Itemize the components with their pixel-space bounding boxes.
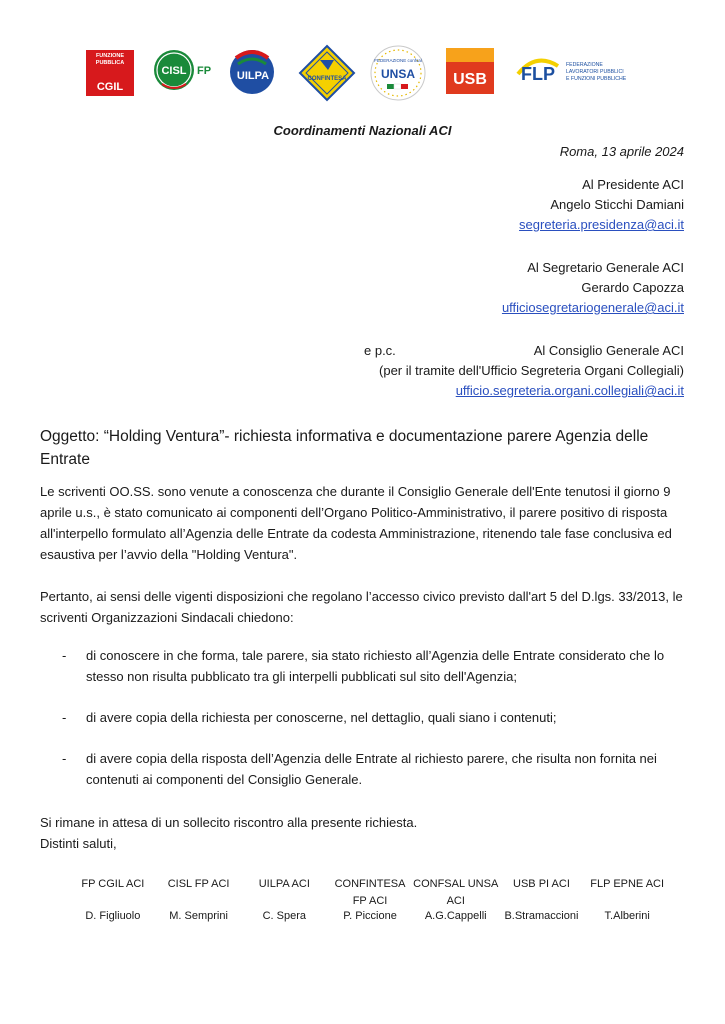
cisl-fp-logo bbox=[152, 44, 218, 98]
list-item bbox=[62, 645, 684, 687]
list-item bbox=[62, 748, 684, 790]
svg-text:PUBBLICA: PUBBLICA bbox=[95, 60, 125, 66]
flp-logo bbox=[514, 44, 646, 98]
recipient-name: Gerardo Capozza bbox=[581, 280, 684, 295]
body-paragraph-1: Le scriventi OO.SS. sono venute a conoscenza che durante il Consiglio Generale dell'Ente tenutosi il giorno 9 aprile u.s., è stato comunicato ai componenti dell’Organo Politico-Amministrativo, il parere positivo di risposta all'interpello formulato all’Agenzia delle Entrate da codesta Amministrazione, ritenendo tale fase conclusiva ed esaustiva per l’avvio della "Holding Ventura". bbox=[40, 484, 672, 562]
signature-org: CISL FP ACI bbox=[167, 878, 230, 890]
coordination-heading: Coordinamenti Nazionali ACI bbox=[273, 123, 452, 138]
cc-label: e p.c. bbox=[364, 343, 396, 358]
email-link[interactable]: ufficio.segreteria.organi.collegiali@aci.it bbox=[455, 383, 684, 398]
signature-org: FP CGIL ACI bbox=[81, 878, 145, 890]
svg-text:LAVORATORI PUBBLICI: LAVORATORI PUBBLICI bbox=[566, 69, 624, 75]
signature-name: T.Alberini bbox=[604, 910, 650, 922]
svg-text:FEDERAZIONE: FEDERAZIONE bbox=[566, 62, 603, 68]
list-item-text: di avere copia della richiesta per conoscerne, nel dettaglio, quali siano i contenuti; bbox=[86, 710, 557, 725]
svg-text:CISL: CISL bbox=[161, 65, 187, 77]
signature-block bbox=[584, 876, 670, 922]
svg-text:FUNZIONE: FUNZIONE bbox=[95, 53, 125, 59]
signature-org: CONFINTESA FP ACI bbox=[334, 878, 406, 907]
signature-name: C. Spera bbox=[262, 910, 306, 922]
svg-text:CGIL: CGIL bbox=[96, 81, 124, 93]
svg-text:UNSA: UNSA bbox=[380, 67, 416, 81]
signature-block bbox=[499, 876, 585, 922]
recipient-note: (per il tramite dell'Ufficio Segreteria Organi Collegiali) bbox=[379, 363, 684, 378]
unsa-logo bbox=[368, 44, 428, 102]
svg-text:UILPA: UILPA bbox=[236, 70, 270, 82]
signature-name: M. Semprini bbox=[169, 910, 228, 922]
svg-text:USB: USB bbox=[453, 71, 487, 88]
signature-name: B.Stramaccioni bbox=[504, 910, 579, 922]
recipient-cc bbox=[364, 341, 684, 401]
letter-subject: Oggetto: “Holding Ventura”- richiesta informativa e documentazione parere Agenzia delle Entrate bbox=[40, 428, 649, 468]
recipient-secretary bbox=[502, 258, 684, 318]
list-item-text: di avere copia della risposta dell’Agenzia delle Entrate al richiesto parere, che risulta non fornita nei contenuti ai componenti del Consiglio Generale. bbox=[86, 751, 657, 787]
svg-text:FEDERAZIONE confsal: FEDERAZIONE confsal bbox=[374, 58, 422, 63]
usb-logo bbox=[444, 44, 498, 98]
list-item-text: di conoscere in che forma, tale parere, sia stato richiesto all’Agenzia delle Entrate considerato che lo stesso non risulta pubblicato tra gli interpelli pubblicati sul sito dell'Agenzia; bbox=[86, 648, 665, 684]
signature-block bbox=[241, 876, 327, 922]
recipient-title: Al Presidente ACI bbox=[582, 177, 684, 192]
email-link[interactable]: segreteria.presidenza@aci.it bbox=[519, 217, 684, 232]
signature-block bbox=[413, 876, 499, 922]
salutation: Distinti saluti, bbox=[40, 836, 117, 851]
recipient-title: Al Segretario Generale ACI bbox=[527, 260, 684, 275]
recipient-name: Angelo Sticchi Damiani bbox=[550, 197, 684, 212]
bullet-dash: - bbox=[62, 648, 67, 663]
svg-text:FP: FP bbox=[196, 65, 212, 77]
signature-org: UILPA ACI bbox=[258, 878, 310, 890]
recipient-president bbox=[519, 175, 684, 235]
signature-block bbox=[327, 876, 413, 922]
email-link[interactable]: ufficiosegretariogenerale@aci.it bbox=[501, 300, 684, 315]
signature-block bbox=[70, 876, 156, 922]
closing-line: Si rimane in attesa di un sollecito riscontro alla presente richiesta. bbox=[40, 815, 418, 830]
svg-text:E FUNZIONI PUBBLICHE: E FUNZIONI PUBBLICHE bbox=[566, 76, 627, 82]
signature-name: D. Figliuolo bbox=[85, 910, 141, 922]
union-logos-bar bbox=[86, 44, 646, 104]
signature-org: CONFSAL UNSA ACI bbox=[413, 878, 499, 907]
confintesa-logo bbox=[298, 44, 356, 102]
list-item bbox=[62, 707, 684, 728]
letter-date: Roma, 13 aprile 2024 bbox=[559, 144, 684, 159]
signature-block bbox=[156, 876, 242, 922]
bullet-dash: - bbox=[62, 751, 67, 766]
body-paragraph-2: Pertanto, ai sensi delle vigenti disposizioni che regolano l’accesso civico previsto dall'art 5 del D.lgs. 33/2013, le scriventi Organizzazioni Sindacali chiedono: bbox=[40, 589, 683, 625]
signature-org: FLP EPNE ACI bbox=[590, 878, 665, 890]
svg-text:CONFINTESA: CONFINTESA bbox=[307, 76, 347, 82]
funzione-pubblica-cgil-logo bbox=[86, 44, 136, 98]
signature-name: P. Piccione bbox=[343, 910, 397, 922]
signature-org: USB PI ACI bbox=[513, 878, 570, 890]
signatures bbox=[70, 876, 670, 922]
recipient-title: Al Consiglio Generale ACI bbox=[533, 343, 684, 358]
svg-text:FLP: FLP bbox=[521, 64, 555, 84]
signature-name: A.G.Cappelli bbox=[424, 910, 487, 922]
uilpa-logo bbox=[222, 44, 288, 98]
bullet-dash: - bbox=[62, 710, 67, 725]
